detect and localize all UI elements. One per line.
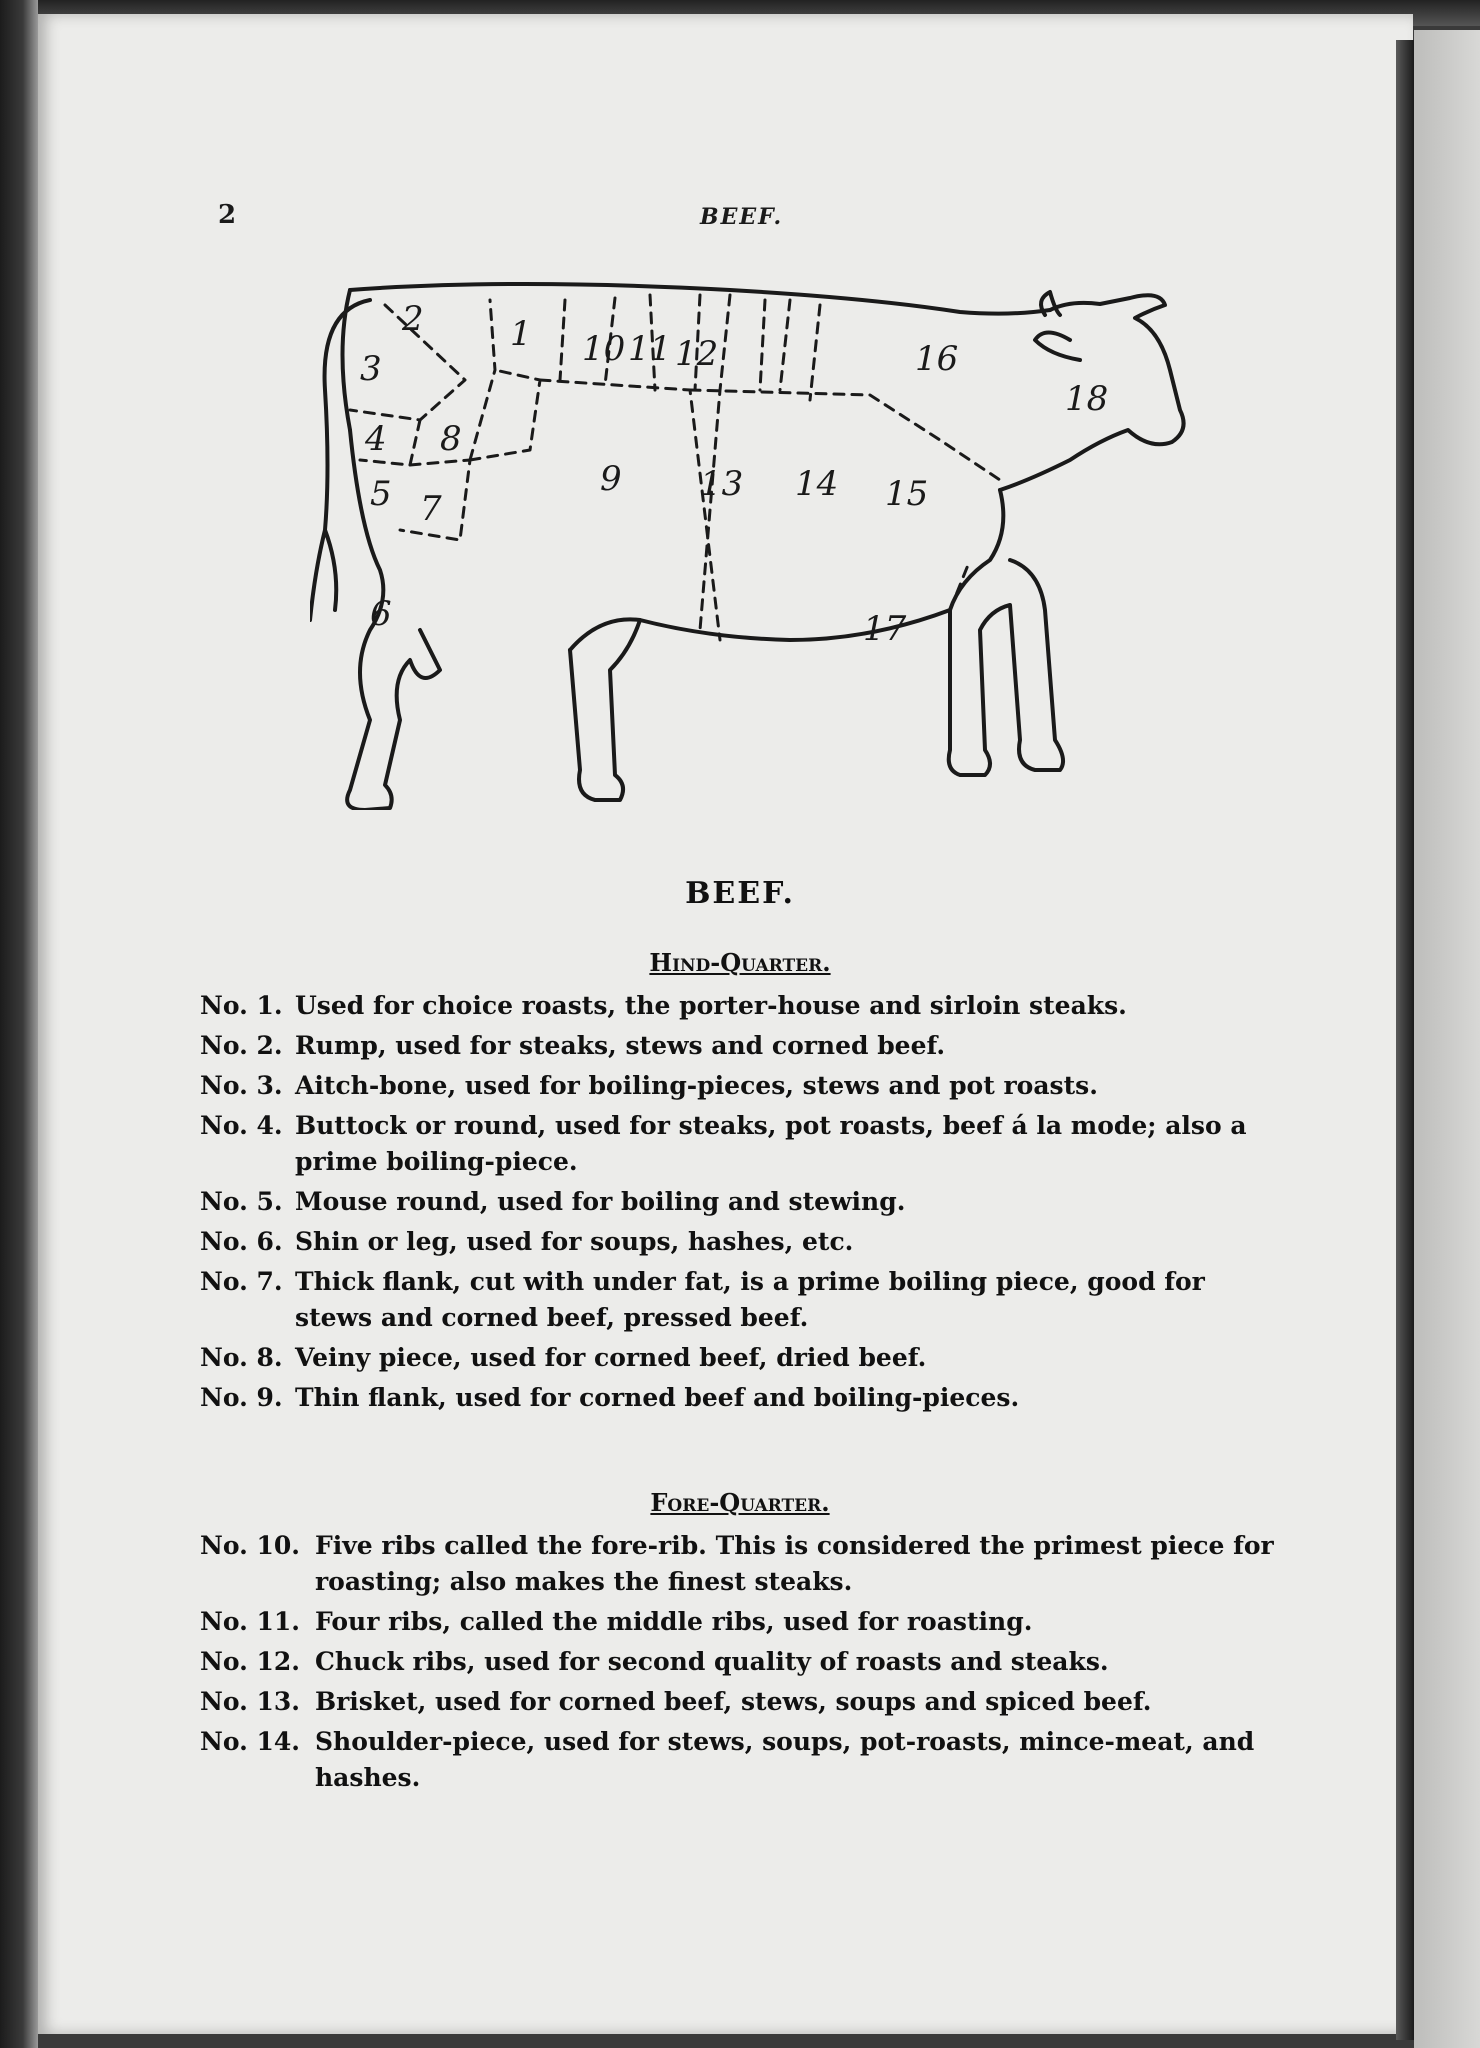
page-number: 2 [218,200,237,230]
cut-line [760,300,765,390]
cut-line [810,305,820,400]
cut-label: 11 [628,329,672,369]
item-number: No. 7. [200,1267,283,1296]
running-head: BEEF. [700,204,784,230]
section-title: BEEF. [685,876,795,911]
item-text: Veiny piece, used for corned beef, dried beef. [295,1343,927,1372]
cut-line [540,380,720,640]
scan-left-edge [0,0,38,2048]
list-item [200,1068,1280,1104]
cut-label: 10 [582,329,626,369]
cut-label: 7 [420,489,442,529]
item-number: No. 6. [200,1227,283,1256]
list-item [200,1264,1280,1336]
fore-quarter-heading: Fore-Quarter. [650,1488,830,1517]
list-item [200,1224,1280,1260]
item-text: Brisket, used for corned beef, stews, soups and spiced beef. [315,1687,1152,1716]
beef-cuts-diagram [310,270,1190,810]
cut-label: 5 [370,474,392,514]
hind-quarter-heading: Hind-Quarter. [649,948,831,977]
item-number: No. 2. [200,1031,283,1060]
list-item [200,1340,1280,1376]
item-number: No. 8. [200,1343,283,1372]
list-item [200,1644,1280,1680]
item-number: No. 1. [200,991,283,1020]
item-number: No. 14. [200,1727,300,1756]
item-number: No. 11. [200,1607,300,1636]
item-text: Shoulder-piece, used for stews, soups, pot-roasts, mince-meat, and hashes. [315,1727,1255,1792]
list-item [200,1380,1280,1416]
list-item [200,1028,1280,1064]
item-number: No. 9. [200,1383,283,1412]
list-item [200,988,1280,1024]
cut-label: 2 [402,299,424,339]
cut-line [560,300,565,380]
item-text: Used for choice roasts, the porter-house and sirloin steaks. [295,991,1127,1020]
list-item [200,1684,1280,1720]
list-item [200,1604,1280,1640]
fore-quarter-list [200,1528,1280,1800]
cut-label: 3 [360,349,382,389]
cow-ear [1035,333,1080,361]
hind-quarter-list [200,988,1280,1420]
list-item [200,1528,1280,1600]
cut-label: 9 [600,459,622,499]
list-item [200,1108,1280,1180]
cut-label: 14 [795,464,839,504]
item-text: Mouse round, used for boiling and stewing. [295,1187,906,1216]
item-text: Chuck ribs, used for second quality of roasts and steaks. [315,1647,1109,1676]
item-number: No. 12. [200,1647,300,1676]
cut-label: 13 [700,464,744,504]
cut-line [470,300,495,460]
cut-line [470,370,540,460]
cut-label: 1 [510,314,532,354]
cut-label: 16 [915,339,959,379]
cut-label: 15 [885,474,929,514]
item-number: No. 3. [200,1071,283,1100]
item-text: Rump, used for steaks, stews and corned beef. [295,1031,946,1060]
item-text: Shin or leg, used for soups, hashes, etc. [295,1227,854,1256]
cut-label: 17 [863,609,907,649]
item-number: No. 13. [200,1687,300,1716]
list-item [200,1184,1280,1220]
facing-page-edge [1414,30,1480,2048]
cut-label: 18 [1065,379,1109,419]
cut-line [950,560,970,610]
cut-label: 6 [370,594,392,634]
item-text: Thin flank, used for corned beef and boiling-pieces. [295,1383,1020,1412]
item-text: Thick flank, cut with under fat, is a prime boiling piece, good for stews and corned beef, pressed beef. [295,1267,1205,1332]
item-number: No. 4. [200,1111,283,1140]
item-text: Buttock or round, used for steaks, pot roasts, beef á la mode; also a prime boiling-piece. [295,1111,1247,1176]
book-spine [1396,40,1414,2040]
cut-label: 4 [365,419,387,459]
item-text: Four ribs, called the middle ribs, used for roasting. [315,1607,1033,1636]
item-text: Five ribs called the fore-rib. This is considered the primest piece for roasting; also makes the finest steaks. [315,1531,1274,1596]
item-number: No. 5. [200,1187,283,1216]
list-item [200,1724,1280,1796]
item-text: Aitch-bone, used for boiling-pieces, stews and pot roasts. [295,1071,1098,1100]
item-number: No. 10. [200,1531,300,1560]
cow-rear-leg [347,430,440,810]
cut-label: 8 [440,419,462,459]
cow-hind-leg [570,620,640,800]
cow-chest-outline [949,490,1063,775]
cut-label: 12 [675,334,719,374]
cut-line [780,300,790,390]
